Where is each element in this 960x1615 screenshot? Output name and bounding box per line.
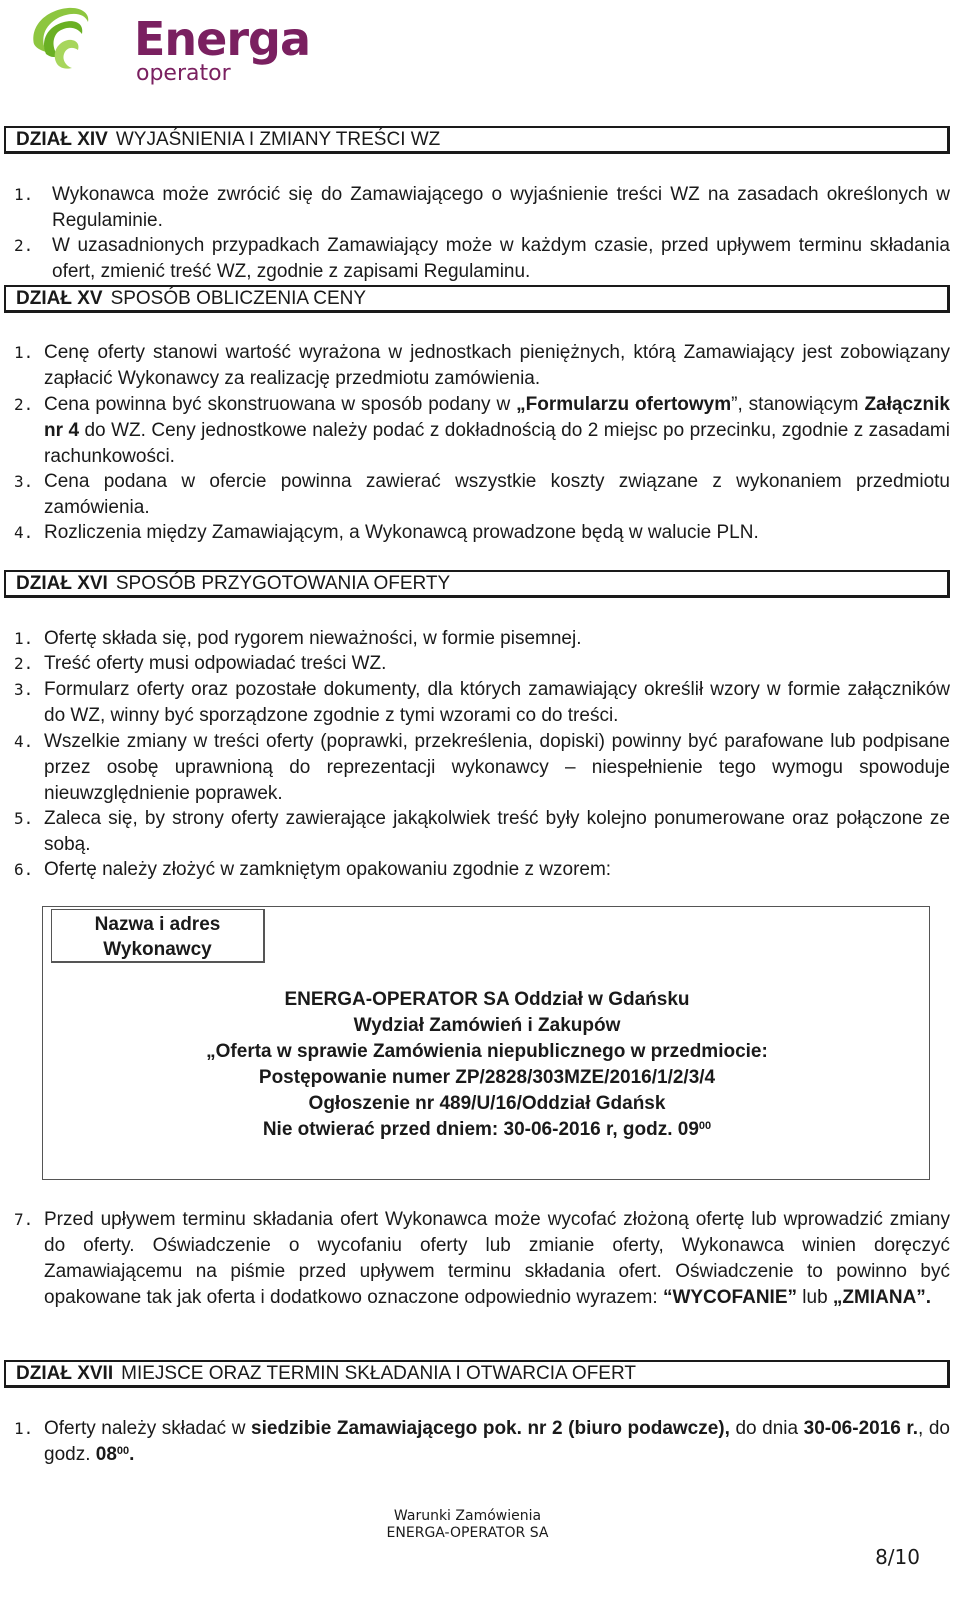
item-number: 2. <box>14 395 34 414</box>
item-number: 4. <box>14 523 34 542</box>
list-item <box>14 677 950 729</box>
list-item <box>14 520 950 546</box>
list-item <box>14 340 950 392</box>
list-item <box>14 392 950 470</box>
page-footer <box>0 1508 935 1542</box>
list-item <box>14 729 950 807</box>
list-item <box>14 857 950 883</box>
section-header-xvii <box>4 1360 950 1388</box>
envelope-line: Ogłoszenie nr 489/U/16/Oddział Gdańsk <box>308 1093 666 1114</box>
page-number: 8/10 <box>875 1545 920 1569</box>
list-item <box>14 469 950 521</box>
section-header-xiv <box>4 126 950 154</box>
item-number: 4. <box>14 732 34 751</box>
energa-operator-logo <box>26 6 311 88</box>
logo-subtitle: operator <box>136 61 231 86</box>
footer-line: Warunki Zamówienia <box>393 1508 542 1524</box>
envelope-template <box>42 906 930 1180</box>
item-text: Przed upływem terminu składania ofert Wykonawca może wycofać złożoną ofertę lub wprowadzić zmiany do oferty. Oświadczenie o wycofaniu oferty lub zmianie oferty, Wykonawca winien doręczyć Zamawiającemu na piśmie przed upływem terminu składania ofert. Oświadczenie to powinno być opakowane tak jak oferta i dodatkowo oznaczone odpowiednio wyrazem: “WYCOFANIE” lub „ZMIANA”. <box>44 1209 950 1308</box>
envelope-line: Postępowanie numer ZP/2828/303MZE/2016/1/2/3/4 <box>258 1067 716 1088</box>
item-text: Treść oferty musi odpowiadać treści WZ. <box>44 653 387 674</box>
sender-box-line: Nazwa i adres <box>94 914 221 935</box>
section-header-xv <box>4 285 950 313</box>
item-number: 2. <box>14 236 34 255</box>
item-text: Cena podana w ofercie powinna zawierać wszystkie koszty związane z wykonaniem przedmiotu zamówienia. <box>44 471 950 518</box>
item-text: Zaleca się, by strony oferty zawierające jakąkolwiek treść były kolejno ponumerowane oraz połączone ze sobą. <box>44 808 950 855</box>
item-text: Cena powinna być skonstruowana w sposób podany w „Formularzu ofertowym”, stanowiącym Załącznik nr 4 do WZ. Ceny jednostkowe należy podać z dokładnością do 2 miejsc po przecinku, zgodnie z zasadami rachunkowości. <box>44 394 950 467</box>
item-text: Ofertę należy złożyć w zamkniętym opakowaniu zgodnie z wzorem: <box>44 859 612 880</box>
section-title: WYJAŚNIENIA I ZMIANY TREŚCI WZ <box>115 129 441 150</box>
section-number: DZIAŁ XVI <box>16 573 108 594</box>
item-number: 6. <box>14 860 34 879</box>
item-text: Wszelkie zmiany w treści oferty (poprawki, przekreślenia, dopiski) powinny być parafowane lub podpisane przez osobę uprawnioną do reprezentacji wykonawcy – niespełnienie tego wymogu spowoduje nieuwzględnienie poprawek. <box>44 731 950 804</box>
item-text: Cenę oferty stanowi wartość wyrażona w jednostkach pieniężnych, którą Zamawiający jest zobowiązany zapłacić Wykonawcy za realizację przedmiotu zamówienia. <box>44 342 950 389</box>
item-text: Ofertę składa się, pod rygorem nieważności, w formie pisemnej. <box>44 628 582 649</box>
item-number: 1. <box>14 629 34 648</box>
envelope-line: „Oferta w sprawie Zamówienia niepublicznego w przedmiocie: <box>206 1041 768 1062</box>
item-text: Oferty należy składać w siedzibie Zamawiającego pok. nr 2 (biuro podawcze), do dnia 30-06-2016 r., do godz. $08^{00}$. <box>44 1418 950 1465</box>
list-item <box>14 806 950 858</box>
item-text: Wykonawca może zwrócić się do Zamawiającego o wyjaśnienie treści WZ na zasadach określonych w Regulaminie. <box>52 184 950 231</box>
list-item <box>14 233 950 285</box>
item-number: 3. <box>14 680 34 699</box>
item-number: 2. <box>14 654 34 673</box>
envelope-address <box>43 987 931 1143</box>
section-title: SPOSÓB PRZYGOTOWANIA OFERTY <box>115 573 451 594</box>
logo-name: Energa <box>134 12 311 66</box>
section-header-xvi <box>4 570 950 598</box>
sender-box-line: Wykonawcy <box>103 939 212 960</box>
energa-leaf-icon <box>26 6 92 76</box>
item-number: 1. <box>14 343 34 362</box>
list-item <box>14 1416 950 1468</box>
envelope-line: ENERGA-OPERATOR SA Oddział w Gdańsku <box>284 989 690 1010</box>
item-text: Rozliczenia między Zamawiającym, a Wykonawcą prowadzone będą w walucie PLN. <box>44 522 759 543</box>
sender-box <box>51 909 265 963</box>
section-number: DZIAŁ XIV <box>16 129 108 150</box>
footer-line: ENERGA-OPERATOR SA <box>386 1525 549 1541</box>
list-item <box>14 182 950 234</box>
item-number: 5. <box>14 809 34 828</box>
section-number: DZIAŁ XV <box>16 288 103 309</box>
item-number: 1. <box>14 1419 34 1438</box>
list-item <box>14 1207 950 1311</box>
section-title: SPOSÓB OBLICZENIA CENY <box>110 288 367 309</box>
item-number: 1. <box>14 185 34 204</box>
section-title: MIEJSCE ORAZ TERMIN SKŁADANIA I OTWARCIA OFERT <box>121 1363 636 1384</box>
envelope-line: Nie otwierać przed dniem: 30-06-2016 r, godz. $09^{00}$ <box>262 1119 712 1140</box>
item-text: Formularz oferty oraz pozostałe dokumenty, dla których zamawiający określił wzory w formie załączników do WZ, winny być sporządzone zgodnie z tymi wzorami co do treści. <box>44 679 950 726</box>
list-item <box>14 626 950 652</box>
item-number: 7. <box>14 1210 34 1229</box>
envelope-line: Wydział Zamówień i Zakupów <box>353 1015 621 1036</box>
list-item <box>14 651 950 677</box>
section-number: DZIAŁ XVII <box>16 1363 114 1384</box>
item-number: 3. <box>14 472 34 491</box>
item-text: W uzasadnionych przypadkach Zamawiający może w każdym czasie, przed upływem terminu składania ofert, zmienić treść WZ, zgodnie z zapisami Regulaminu. <box>52 235 950 282</box>
